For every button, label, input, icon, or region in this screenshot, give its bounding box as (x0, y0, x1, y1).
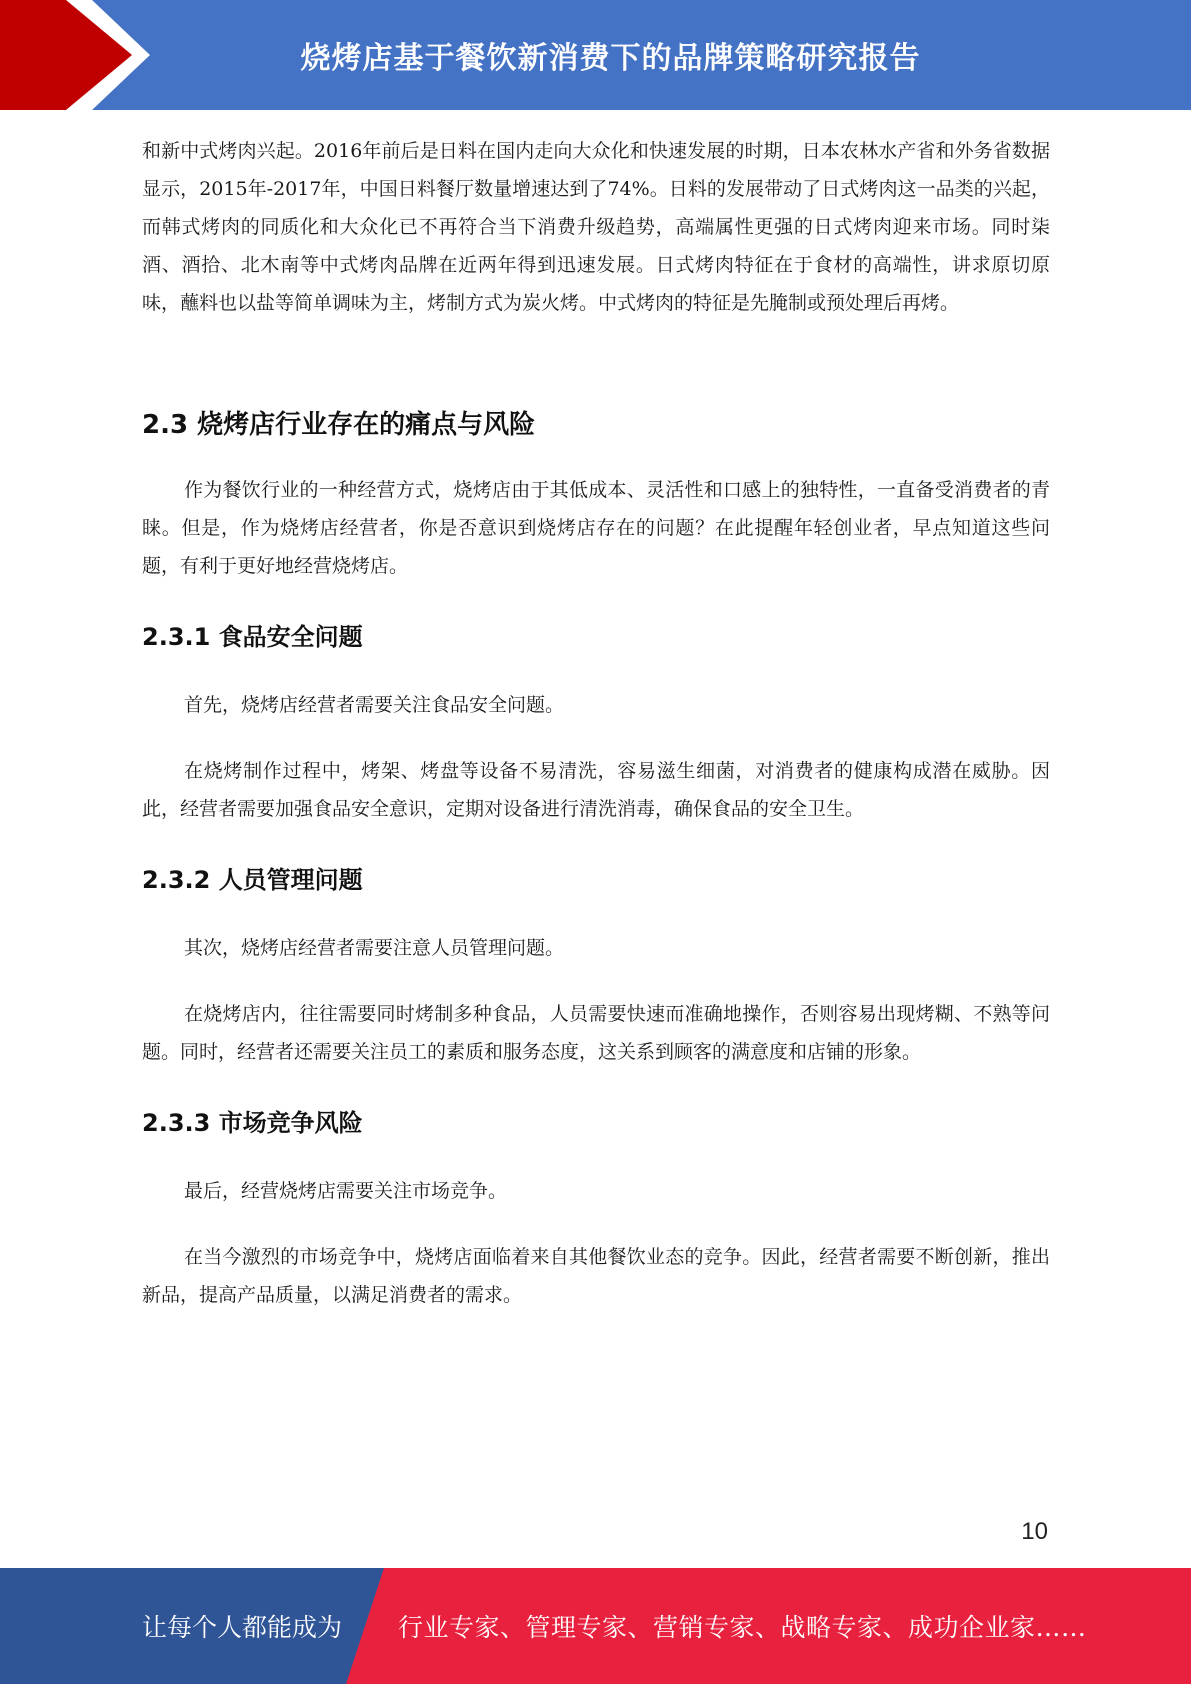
intro-paragraph: 和新中式烤肉兴起。2016年前后是日料在国内走向大众化和快速发展的时期，日本农林水产省和外务省数据显示，2015年-2017年，中国日料餐厅数量增速达到了74%。日料的发展带动了日式烤肉这一品类的兴起，而韩式烤肉的同质化和大众化已不再符合当下消费升级趋势，高端属性更强的日式烤肉迎来市场。同时柒酒、酒拾、北木南等中式烤肉品牌在近两年得到迅速发展。日式烤肉特征在于食材的高端性，讲求原切原味，蘸料也以盐等简单调味为主，烤制方式为炭火烤。中式烤肉的特征是先腌制或预处理后再烤。 (142, 140, 1050, 314)
document-body (142, 132, 1050, 1314)
section-2-3-1-paragraph-1: 首先，烧烤店经营者需要关注食品安全问题。 (184, 694, 565, 716)
section-2-3-1-paragraph-2: 在烧烤制作过程中，烤架、烤盘等设备不易清洗，容易滋生细菌，对消费者的健康构成潜在威胁。因此，经营者需要加强食品安全意识，定期对设备进行清洗消毒，确保食品的安全卫生。 (142, 760, 1050, 820)
section-2-3-2-paragraph-1: 其次，烧烤店经营者需要注意人员管理问题。 (184, 937, 565, 959)
section-heading-2-3-3: 2.3.3 市场竞争风险 (142, 1109, 363, 1137)
footer-banner (0, 1568, 1191, 1684)
section-2-3-3-paragraph-1: 最后，经营烧烤店需要关注市场竞争。 (184, 1180, 508, 1202)
section-heading-2-3: 2.3 烧烤店行业存在的痛点与风险 (142, 410, 536, 440)
report-title: 烧烤店基于餐饮新消费下的品牌策略研究报告 (300, 41, 921, 76)
section-heading-2-3-2: 2.3.2 人员管理问题 (142, 866, 363, 894)
section-2-3-3-paragraph-2: 在当今激烈的市场竞争中，烧烤店面临着来自其他餐饮业态的竞争。因此，经营者需要不断创新，推出新品，提高产品质量，以满足消费者的需求。 (142, 1246, 1050, 1306)
footer-slogan-right: 行业专家、管理专家、营销专家、战略专家、成功企业家…… (398, 1613, 1087, 1642)
section-heading-2-3-1: 2.3.1 食品安全问题 (142, 623, 363, 651)
page-number: 10 (1021, 1518, 1048, 1545)
chevron-arrow-icon (0, 0, 160, 110)
section-2-3-paragraph: 作为餐饮行业的一种经营方式，烧烤店由于其低成本、灵活性和口感上的独特性，一直备受消费者的青睐。但是，作为烧烤店经营者，你是否意识到烧烤店存在的问题？在此提醒年轻创业者，早点知道这些问题，有利于更好地经营烧烤店。 (142, 479, 1050, 577)
section-2-3-2-paragraph-2: 在烧烤店内，往往需要同时烤制多种食品，人员需要快速而准确地操作，否则容易出现烤糊、不熟等问题。同时，经营者还需要关注员工的素质和服务态度，这关系到顾客的满意度和店铺的形象。 (142, 1003, 1050, 1063)
header-banner (0, 0, 1191, 110)
footer-slogan-left: 让每个人都能成为 (142, 1613, 343, 1642)
